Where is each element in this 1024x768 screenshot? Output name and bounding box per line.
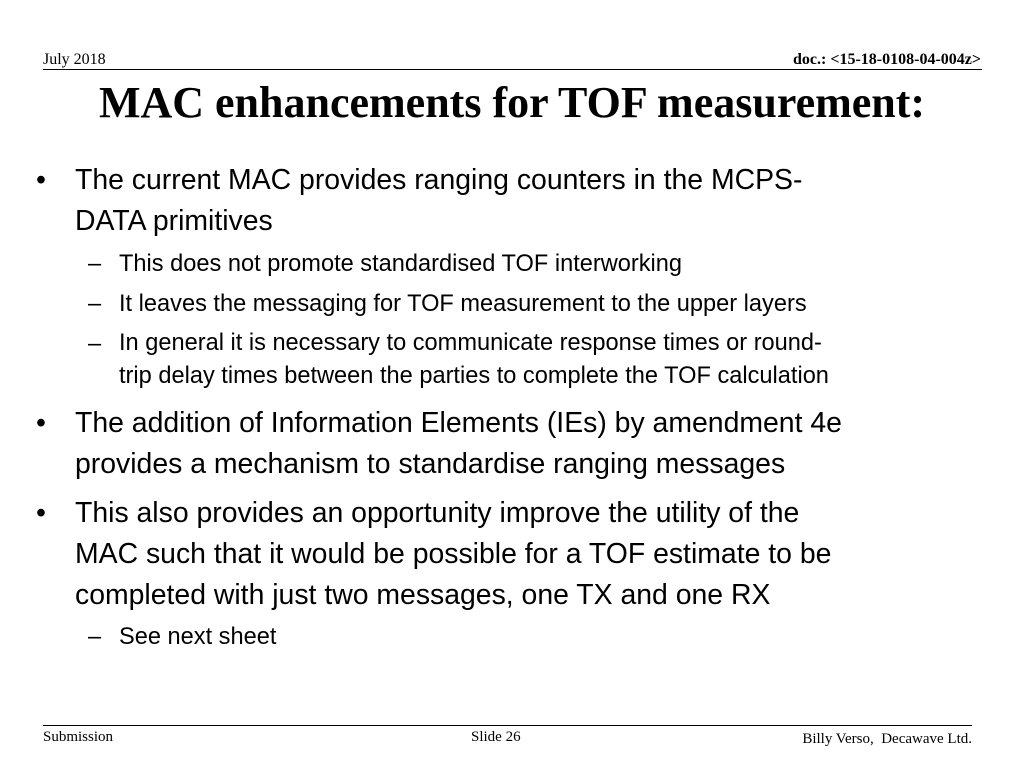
bullet-marker: • xyxy=(36,164,46,196)
dash-marker: – xyxy=(88,331,102,357)
sub-bullet-1-3-line-1: In general it is necessary to communicate response times or round- xyxy=(119,330,822,356)
header-divider xyxy=(43,69,982,70)
sub-bullet-1-3-line-2: trip delay times between the parties to complete the TOF calculation xyxy=(119,363,829,389)
footer-divider xyxy=(43,725,972,726)
sub-bullet-3-1 xyxy=(28,620,1008,654)
bullet-3 xyxy=(28,493,1008,616)
sub-bullet-1-3 xyxy=(28,327,1008,393)
bullet-2-line-1: The addition of Information Elements (IEs) by amendment 4e xyxy=(75,407,842,439)
bullet-3-line-3: completed with just two messages, one TX and one RX xyxy=(75,579,771,611)
sub-bullet-1-2 xyxy=(28,287,1008,321)
dash-marker: – xyxy=(88,251,102,277)
bullet-3-line-1: This also provides an opportunity improve the utility of the xyxy=(75,497,800,529)
sub-bullet-1-1-text: This does not promote standardised TOF interworking xyxy=(119,251,683,277)
bullet-1-line-1: The current MAC provides ranging counters in the MCPS- xyxy=(75,164,803,196)
slide-title: MAC enhancements for TOF measurement: xyxy=(98,78,926,127)
bullet-marker: • xyxy=(36,497,46,529)
dash-marker: – xyxy=(88,291,102,317)
bullet-marker: • xyxy=(36,407,46,439)
header-date: July 2018 xyxy=(43,51,106,68)
dash-marker: – xyxy=(88,624,102,650)
footer-slide-number: Slide 26 xyxy=(471,729,521,745)
bullet-2 xyxy=(28,403,1008,485)
sub-bullet-1-2-text: It leaves the messaging for TOF measurement to the upper layers xyxy=(119,291,807,317)
slide-body xyxy=(28,160,1008,654)
bullet-2-line-2: provides a mechanism to standardise ranging messages xyxy=(75,448,786,480)
sub-bullet-1-1 xyxy=(28,247,1008,281)
footer-submission: Submission xyxy=(43,729,114,745)
sub-bullet-3-1-text: See next sheet xyxy=(119,624,277,650)
bullet-1-line-2: DATA primitives xyxy=(75,205,273,237)
bullet-3-line-2: MAC such that it would be possible for a TOF estimate to be xyxy=(75,538,832,570)
bullet-1 xyxy=(28,160,1008,242)
footer-author: Billy Verso, Decawave Ltd. xyxy=(802,731,972,747)
header-doc-id: doc.: <15-18-0108-04-004z> xyxy=(793,51,981,68)
